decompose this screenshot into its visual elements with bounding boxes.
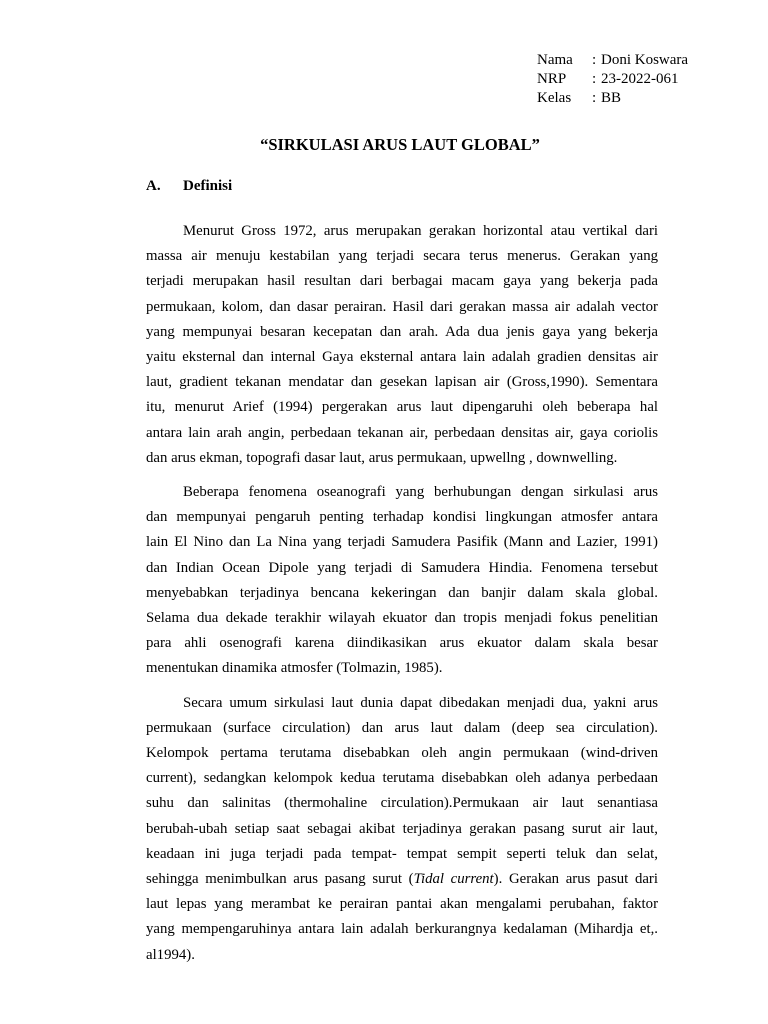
section-title: Definisi [183,178,233,194]
paragraph-line-with-italic [146,867,658,892]
paragraph-line: yang mempunyai besaran kecepatan dan arah. Ada dua jenis gaya yang bekerja [146,323,658,340]
paragraph-line: dan Indian Ocean Dipole yang terjadi di Samudera Hindia. Fenomena tersebut [146,559,658,576]
class-label: Kelas [537,90,572,106]
paragraph-line: suhu dan salinitas (thermohaline circulation).Permukaan air laut senantiasa [146,795,658,812]
paragraph-line: menentukan dinamika atmosfer (Tolmazin, 1985). [146,660,443,677]
paragraph-line: dan mempunyai pengaruh penting terhadap kondisi lingkungan atmosfer antara [146,509,658,526]
paragraph-line: terjadi merupakan hasil resultan dari berbagai macam gaya yang bekerja pada [146,273,658,290]
paragraph-line: current), sedangkan kelompok kedua terutama disebabkan oleh adanya perbedaan [146,770,658,787]
line-text: ). Gerakan arus pasut dari [493,871,658,888]
paragraph-line: para ahli osenografi karena diindikasikan arus ekuator dalam skala besar [146,635,658,652]
section-number: A. [146,178,161,194]
document-body [146,219,658,977]
line-text: sehingga menimbulkan arus pasang surut ( [146,871,414,888]
nrp-row [537,70,688,89]
paragraph-line: al1994). [146,946,195,963]
paragraph-line: yaitu eksternal dan internal Gaya eksternal antara lain adalah gradien densitas air [146,349,658,366]
italic-term: Tidal current [413,871,494,888]
paragraph-line: Selama dua dekade terakhir wilayah ekuator dan tropis menjadi fokus penelitian [146,610,658,627]
paragraph-line: antara lain arah angin, perbedaan tekanan air, perbedaan densitas air, gaya coriolis [146,424,658,441]
paragraph-line: Beberapa fenomena oseanografi yang berhubungan dengan sirkulasi arus [183,484,658,501]
class-value: BB [601,90,622,106]
class-row [537,89,688,108]
paragraph-line: menyebabkan terjadinya bencana kekeringan dan banjir dalam skala global. [146,584,658,601]
class-separator: : [592,90,597,106]
paragraph-line: lain El Nino dan La Nina yang terjadi Samudera Pasifik (Mann and Lazier, 1991) [146,534,658,551]
paragraph-line: dan arus ekman, topografi dasar laut, arus permukaan, upwellng , downwelling. [146,449,618,466]
paragraph-1 [146,219,658,471]
paragraph-line: permukaan (surface circulation) dan arus laut dalam (deep sea circulation). [146,719,658,736]
section-heading [146,176,232,196]
nrp-separator: : [592,71,597,87]
name-separator: : [592,52,597,68]
paragraph-line: berubah-ubah setiap saat sebagai akibat terjadinya gerakan pasang surut air laut, [146,820,658,837]
nrp-label: NRP [537,71,567,87]
name-label: Nama [537,52,573,68]
paragraph-line: Secara umum sirkulasi laut dunia dapat dibedakan menjadi dua, yakni arus [183,694,658,711]
paragraph-line: Kelompok pertama terutama disebabkan oleh angin permukaan (wind-driven [146,745,658,762]
paragraph-line: keadaan ini juga terjadi pada tempat- tempat sempit seperti teluk dan selat, [146,845,658,862]
paragraph-line: laut lepas yang merambat ke perairan pantai akan mengalami perubahan, faktor [146,896,658,913]
paragraph-line: massa air menuju kestabilan yang terjadi secara terus menerus. Gerakan yang [146,248,658,265]
name-row [537,51,688,70]
student-info [537,51,688,108]
paragraph-line: laut, gradient tekanan mendatar dan gesekan lapisan air (Gross,1990). Sementara [146,374,658,391]
document-title: “SIRKULASI ARUS LAUT GLOBAL” [260,135,540,154]
name-value: Doni Koswara [601,52,689,68]
paragraph-3 [146,691,658,968]
paragraph-line: permukaan, kolom, dan dasar perairan. Hasil dari gerakan massa air adalah vector [146,298,658,315]
paragraph-line: Menurut Gross 1972, arus merupakan gerakan horizontal atau vertikal dari [183,223,658,239]
paragraph-2 [146,480,658,682]
paragraph-line: yang mempengaruhinya antara lain adalah berkurangnya kedalaman (Mihardja et,. [146,921,658,938]
nrp-value: 23-2022-061 [601,71,679,87]
paragraph-line: itu, menurut Arief (1994) pergerakan arus laut dipengaruhi oleh beberapa hal [146,399,658,416]
